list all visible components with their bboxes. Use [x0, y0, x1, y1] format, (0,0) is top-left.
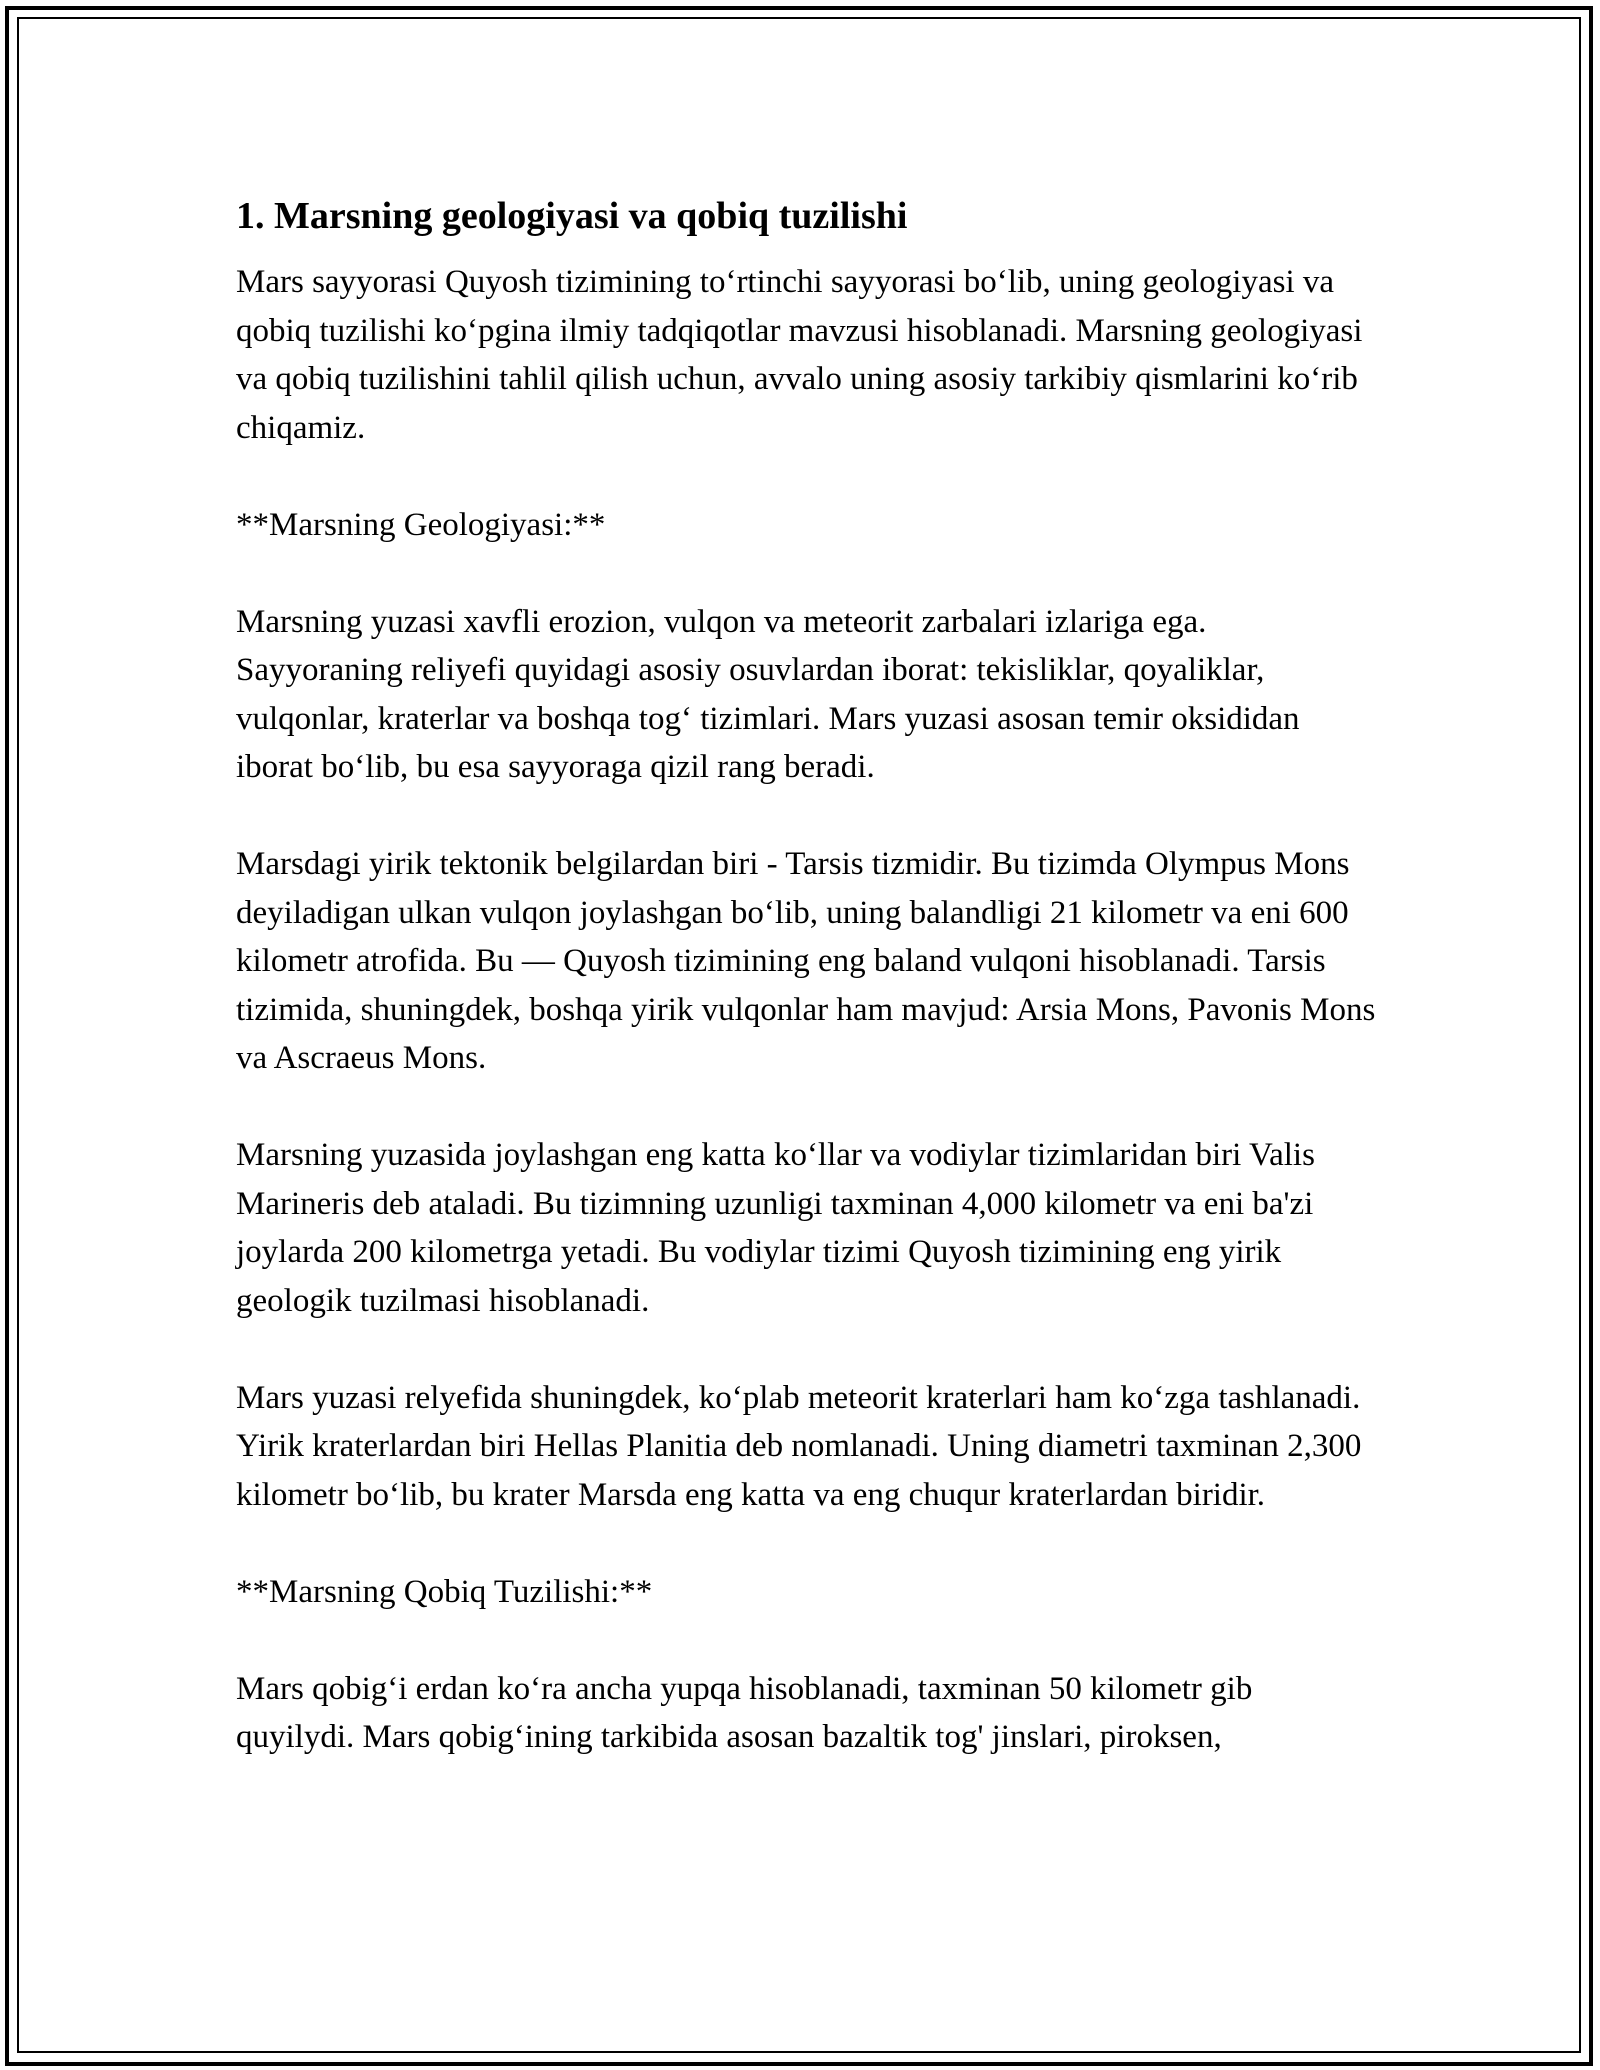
section-heading: 1. Marsning geologiyasi va qobiq tuzilishi — [236, 195, 908, 237]
subheading-geology: **Marsning Geologiyasi:** — [236, 506, 606, 543]
paragraph-valles-marineris: Marsning yuzasida joylashgan eng katta ko‘llar va vodiylar tizimlaridan biri Valis Marineris deb ataladi. Bu tizimning uzunligi taxminan 4,000 kilometr va eni ba'zi joylarda 200 kilometrga yetadi. Bu vodiylar tizimi Quyosh tizimining eng yirik geologik tuzilmasi hisoblanadi. — [236, 1137, 1315, 1319]
document-body — [236, 186, 1376, 1810]
paragraph-craters: Mars yuzasi relyefida shuningdek, ko‘plab meteorit kraterlari ham ko‘zga tashlanadi. Yirik kraterlardan biri Hellas Planitia deb nomlanadi. Uning diametri taxminan 2,300 kilometr bo‘lib, bu krater Marsda eng katta va eng chuqur kraterlardan biridir. — [236, 1379, 1362, 1513]
paragraph-crust: Mars qobig‘i erdan ko‘ra ancha yupqa hisoblanadi, taxminan 50 kilometr gib quyilydi. Mars qobig‘ining tarkibida asosan bazaltik tog' jinslari, piroksen, — [236, 1670, 1253, 1755]
paragraph-intro: Mars sayyorasi Quyosh tizimining to‘rtinchi sayyorasi bo‘lib, uning geologiyasi va qobiq tuzilishi ko‘pgina ilmiy tadqiqotlar mavzusi hisoblanadi. Marsning geologiyasi va qobiq tuzilishini tahlil qilish uchun, avvalo uning asosiy tarkibiy qismlarini ko‘rib chiqamiz. — [236, 264, 1363, 446]
subheading-crust: **Marsning Qobiq Tuzilishi:** — [236, 1573, 653, 1610]
paragraph-tharsis: Marsdagi yirik tektonik belgilardan biri - Tarsis tizmidir. Bu tizimda Olympus Mons deyiladigan ulkan vulqon joylashgan bo‘lib, uning balandligi 21 kilometr va eni 600 kilometr atrofida. Bu — Quyosh tizimining eng baland vulqoni hisoblanadi. Tarsis tizimida, shuningdek, boshqa yirik vulqonlar ham mavjud: Arsia Mons, Pavonis Mons va Ascraeus Mons. — [236, 846, 1376, 1076]
paragraph-surface: Marsning yuzasi xavfli erozion, vulqon va meteorit zarbalari izlariga ega. Sayyoraning reliyefi quyidagi asosiy osuvlardan iborat: tekisliklar, qoyaliklar, vulqonlar, kraterlar va boshqa tog‘ tizimlari. Mars yuzasi asosan temir oksididan iborat bo‘lib, bu esa sayyoraga qizil rang beradi. — [236, 603, 1300, 785]
